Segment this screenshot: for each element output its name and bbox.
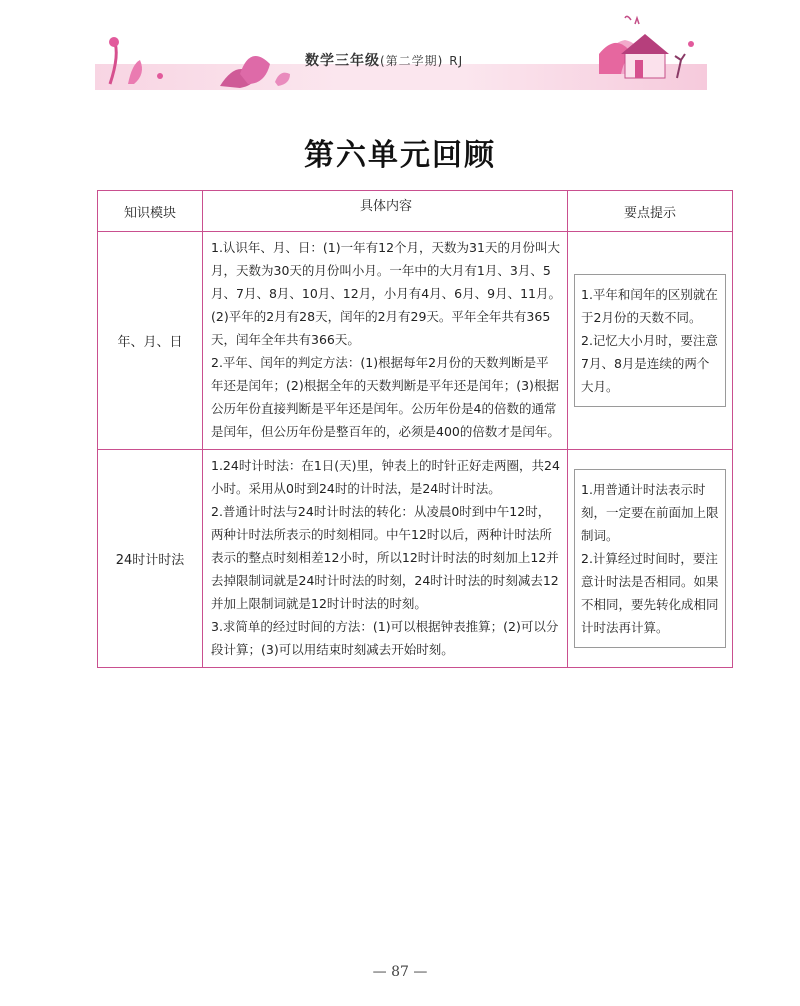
page-number: — 87 — xyxy=(372,964,428,980)
page-header xyxy=(95,14,707,86)
semester-label: (第二学期) xyxy=(380,54,444,68)
tip-item: 2.计算经过时间时，要注意计时法是否相同。如果不相同，要先转化成相同计时法再计算。 xyxy=(581,551,719,635)
module-cell: 24时计时法 xyxy=(98,450,203,668)
column-header-module: 知识模块 xyxy=(98,191,203,232)
tips-cell xyxy=(568,450,733,668)
table-row xyxy=(98,450,733,668)
content-cell xyxy=(203,450,568,668)
tip-item: 1.平年和闰年的区别就在于2月份的天数不同。 xyxy=(581,287,718,325)
header-title xyxy=(305,50,463,70)
column-header-content: 具体内容 xyxy=(203,191,568,232)
content-paragraph: 2.平年、闰年的判定方法：(1)根据每年2月份的天数判断是平年还是闰年；(2)根据全年的天数判断是平年还是闰年；(3)根据公历年份直接判断是平年还是闰年。公历年份是4的倍数的通常是闰年，但公历年份是整百年的，必须是400的倍数才是闰年。 xyxy=(211,355,560,439)
content-cell xyxy=(203,232,568,450)
flower-decoration-left-icon xyxy=(100,34,300,90)
module-cell: 年、月、日 xyxy=(98,232,203,450)
page-title: 第六单元回顾 xyxy=(304,138,496,173)
house-decoration-icon xyxy=(565,14,707,90)
content-paragraph: 2.普通计时法与24时计时法的转化：从凌晨0时到中午12时，两种计时法所表示的时刻相同。中午12时以后，两种计时法所表示的整点时刻相差12小时，所以12时计时法的时刻加上12并去掉限制词就是24时计时法的时刻，24时计时法的时刻减去12并加上限制词就是12时计时法的时刻。 xyxy=(211,504,559,611)
tips-box xyxy=(574,274,726,407)
content-paragraph: 3.求简单的经过时间的方法：(1)可以根据钟表推算；(2)可以分段计算；(3)可以用结束时刻减去开始时刻。 xyxy=(211,619,559,657)
table-row xyxy=(98,232,733,450)
book-title: 数学三年级 xyxy=(305,53,380,69)
content-paragraph: 1.24时计时法：在1日(天)里，钟表上的时针正好走两圈，共24小时。采用从0时到24时的计时法，是24时计时法。 xyxy=(211,458,560,496)
table-header-row xyxy=(98,191,733,232)
column-header-tips: 要点提示 xyxy=(568,191,733,232)
tip-item: 1.用普通计时法表示时刻，一定要在前面加上限制词。 xyxy=(581,482,719,543)
edition-label: RJ xyxy=(449,54,464,68)
tips-box xyxy=(574,469,726,648)
review-table xyxy=(97,190,733,668)
tips-cell xyxy=(568,232,733,450)
tip-item: 2.记忆大小月时，要注意7月、8月是连续的两个大月。 xyxy=(581,333,718,394)
content-paragraph: 1.认识年、月、日：(1)一年有12个月，天数为31天的月份叫大月，天数为30天的月份叫小月。一年中的大月有1月、3月、5月、7月、8月、10月、12月，小月有4月、6月、9月、11月。(2)平年的2月有28天，闰年的2月有29天。平年全年共有365天，闰年全年共有366天。 xyxy=(211,240,561,347)
